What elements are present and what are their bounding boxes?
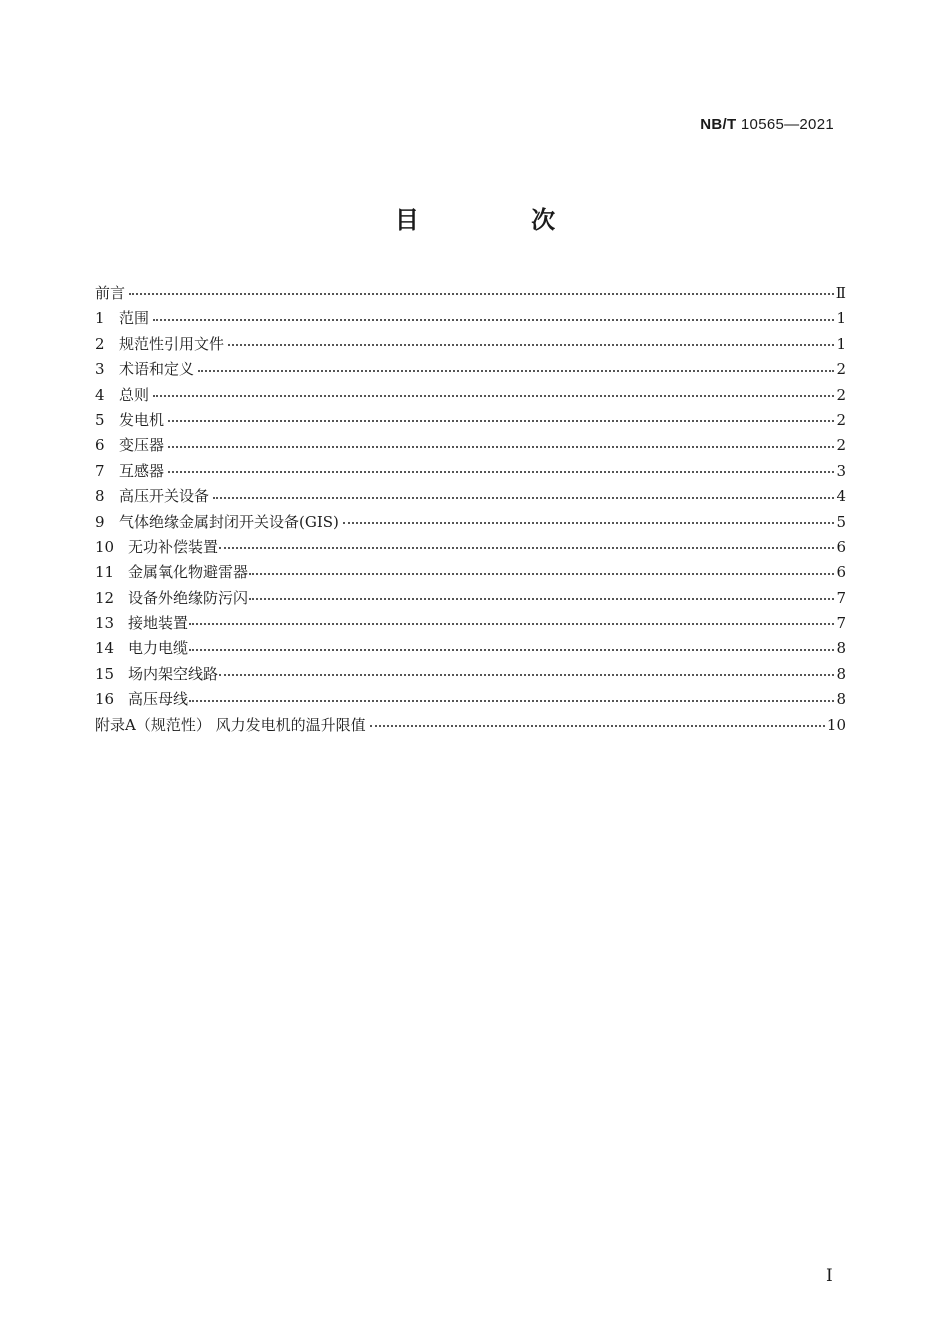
toc-entry-page: 7 (836, 588, 846, 607)
toc-entry-page: Ⅱ (835, 284, 846, 302)
toc-entry-12[interactable] (95, 586, 846, 611)
toc-entry-title: 高压开关设备 (119, 487, 210, 506)
toc-entry-number: 10 (95, 537, 115, 556)
toc-entry-number: 9 (95, 512, 105, 531)
toc-entry-4[interactable] (95, 383, 846, 408)
toc-entry-title: 电力电缆 (128, 639, 189, 658)
toc-entry-page: 5 (836, 512, 846, 531)
dot-leader (228, 344, 834, 346)
toc-entry-number: 2 (95, 334, 105, 353)
toc-entry-3[interactable] (95, 357, 846, 382)
toc-entry-page: 2 (836, 360, 846, 379)
toc-entry-16[interactable] (95, 687, 846, 712)
toc-entry-5[interactable] (95, 408, 846, 433)
toc-title: 目 次 (394, 206, 608, 234)
toc-entry-title: 术语和定义 (119, 360, 195, 379)
toc-entry-page: 7 (836, 614, 846, 633)
dot-leader (189, 649, 834, 651)
toc-entry-title: 附录A（规范性） 风力发电机的温升限值 (95, 715, 366, 734)
toc-entry-page: 2 (836, 436, 846, 455)
toc-entry-9[interactable] (95, 510, 846, 535)
toc-entry-10[interactable] (95, 535, 846, 560)
toc-entry-number: 11 (95, 563, 115, 582)
dot-leader (219, 547, 834, 549)
toc-entry-title: 变压器 (119, 436, 165, 455)
dot-leader (129, 293, 834, 295)
toc-entry-page: 2 (836, 385, 846, 404)
dot-leader (189, 623, 834, 625)
toc-entry-page: 8 (836, 664, 846, 683)
toc-entry-number: 14 (95, 639, 115, 658)
dot-leader (198, 370, 834, 372)
toc-entry-2[interactable] (95, 332, 846, 357)
toc-entry-number: 7 (95, 461, 105, 480)
toc-entry-title: 接地装置 (128, 614, 189, 633)
toc-entry-title: 金属氧化物避雷器 (128, 563, 249, 582)
toc-entry-number: 1 (95, 309, 105, 328)
standard-code (700, 116, 834, 133)
toc-entry-page: 4 (836, 487, 846, 506)
dot-leader (189, 700, 834, 702)
toc-entry-8[interactable] (95, 484, 846, 509)
toc-entry-title: 前言 (95, 284, 126, 302)
standard-prefix: NB/T (700, 116, 737, 133)
dot-leader (249, 598, 834, 600)
toc-entry-title: 高压母线 (128, 690, 189, 709)
toc-entry-page: 6 (836, 537, 846, 556)
dot-leader (168, 420, 834, 422)
dot-leader (213, 497, 834, 499)
table-of-contents (95, 281, 846, 738)
toc-entry-number: 4 (95, 385, 105, 404)
toc-entry-title: 范围 (119, 309, 150, 328)
toc-entry-7[interactable] (95, 459, 846, 484)
toc-entry-page: 8 (836, 639, 846, 658)
toc-entry-13[interactable] (95, 611, 846, 636)
dot-leader (249, 573, 834, 575)
toc-entry-title: 气体绝缘金属封闭开关设备(GIS) (119, 512, 339, 531)
toc-entry-title: 发电机 (119, 410, 165, 429)
toc-entry-title: 规范性引用文件 (119, 334, 225, 353)
toc-entry-page: 8 (836, 690, 846, 709)
toc-entry-number: 12 (95, 588, 115, 607)
dot-leader (168, 446, 834, 448)
toc-entry-number: 15 (95, 664, 115, 683)
toc-entry-page: 10 (826, 715, 846, 734)
dot-leader (168, 471, 834, 473)
toc-entry-title: 总则 (119, 385, 150, 404)
toc-entry-number: 16 (95, 690, 115, 709)
toc-entry-title: 互感器 (119, 461, 165, 480)
toc-entry-number: 5 (95, 410, 105, 429)
toc-entry-6[interactable] (95, 433, 846, 458)
standard-number: 10565—2021 (740, 116, 834, 133)
dot-leader (153, 395, 834, 397)
toc-entry-page: 3 (836, 461, 846, 480)
toc-entry-title: 场内架空线路 (128, 664, 219, 683)
toc-entry-number: 6 (95, 436, 105, 455)
page-number: I (826, 1266, 833, 1286)
toc-entry-page: 1 (836, 334, 846, 353)
dot-leader (370, 725, 825, 727)
toc-entry-appendix-a[interactable] (95, 713, 846, 738)
toc-entry-number: 8 (95, 487, 105, 506)
dot-leader (219, 674, 834, 676)
dot-leader (153, 319, 834, 321)
toc-entry-page: 6 (836, 563, 846, 582)
toc-entry-foreword[interactable] (95, 281, 846, 306)
toc-entry-14[interactable] (95, 636, 846, 661)
toc-entry-title: 设备外绝缘防污闪 (128, 588, 249, 607)
toc-entry-11[interactable] (95, 560, 846, 585)
toc-entry-page: 1 (836, 309, 846, 328)
toc-entry-page: 2 (836, 410, 846, 429)
toc-entry-1[interactable] (95, 306, 846, 331)
toc-entry-title: 无功补偿装置 (128, 537, 219, 556)
toc-entry-number: 3 (95, 360, 105, 379)
toc-entry-number: 13 (95, 614, 115, 633)
toc-entry-15[interactable] (95, 662, 846, 687)
dot-leader (343, 522, 835, 524)
